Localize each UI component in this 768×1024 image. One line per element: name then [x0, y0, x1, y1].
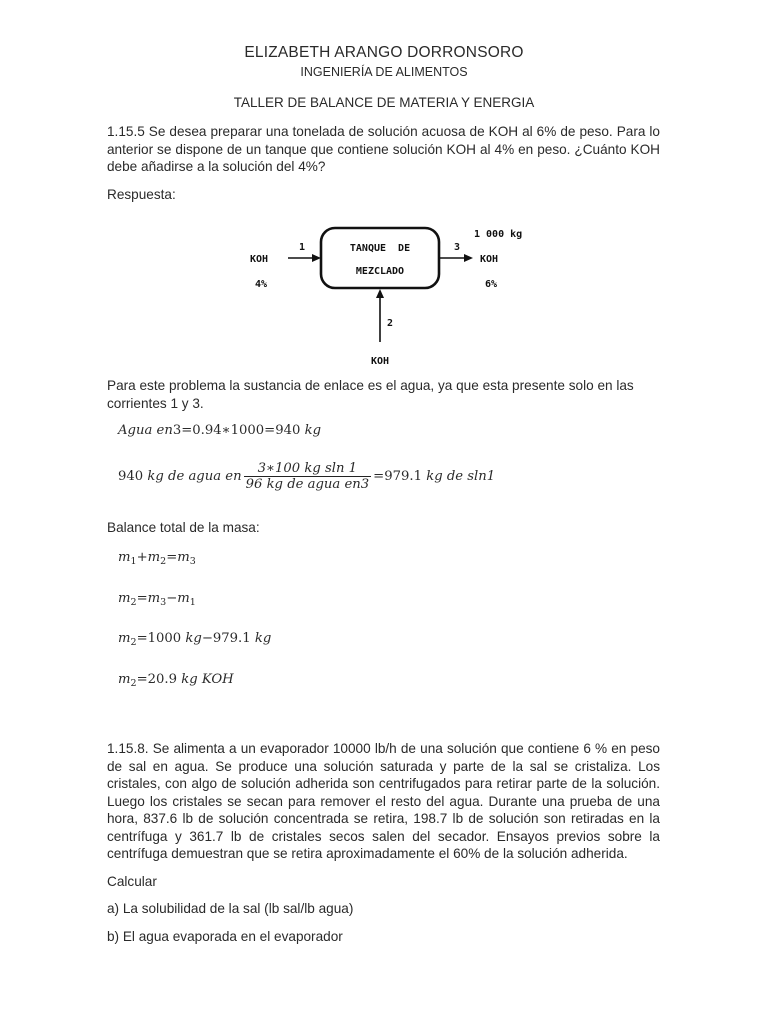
- eq2-water-mass: 940: [118, 469, 144, 484]
- equation-mass-balance: $m_1+m_2=m_3$: [118, 550, 196, 567]
- eq2-equals: =: [373, 469, 385, 484]
- eq1-stream: 3: [172, 423, 182, 438]
- eq1-lhs: Agua en: [118, 423, 173, 438]
- question-b: b) El agua evaporada en el evaporador: [107, 929, 343, 944]
- stream-3-percent: 6%: [485, 279, 498, 290]
- equation-m2-result: $m_2=20.9$ kg KOH: [118, 672, 234, 689]
- stream-3-label: KOH: [480, 254, 499, 265]
- eq1-unit: kg: [304, 423, 322, 438]
- eq2-denominator: 96 kg de agua en3: [245, 477, 370, 492]
- mixing-tank-box: [321, 228, 439, 288]
- mixing-tank-diagram: [240, 220, 540, 370]
- mass-balance-label: Balance total de la masa:: [107, 520, 260, 535]
- problem-1-statement: 1.15.5 Se desea preparar una tonelada de solución acuosa de KOH al 6% de peso. Para lo anterior se dispone de un tanque que contiene solución KOH al 4% en peso. ¿Cuánto KOH debe añadirse a la solución del 4%?: [107, 124, 660, 174]
- linking-substance-text: Para este problema la sustancia de enlace es el agua, ya que esta presente solo en las corrientes 1 y 3.: [107, 378, 634, 411]
- eq2-unit: kg de sln1: [426, 469, 496, 484]
- stream-1-percent: 4%: [255, 279, 268, 290]
- tank-label-line2: MEZCLADO: [355, 266, 405, 277]
- calculate-label: Calcular: [107, 874, 157, 889]
- tank-label-line1: TANQUE DE: [349, 243, 411, 254]
- stream-3-arrowhead: [464, 254, 473, 262]
- stream-1-arrowhead: [312, 254, 321, 262]
- equation-m2-substituted: $m_2=1000$ kg−979.1 kg: [118, 631, 272, 648]
- stream-3-mass: 1 000 kg: [474, 229, 523, 240]
- eq2-fraction: [244, 461, 372, 492]
- answer-label: Respuesta:: [107, 187, 176, 202]
- problem-2-statement: 1.15.8. Se alimenta a un evaporador 10000 lb/h de una solución que contiene 6 % en peso de sal en agua. Se produce una solución saturada y parte de la sal se cristaliza. Los cristales, con algo de solución adherida son centrifugados para retirar parte de la solución. Luego los cristales se secan para remover el resto del agua. Durante una prueba de una hora, 837.6 lb de solución concentrada se retira, 198.7 lb de solución son retiradas en la centrífuga y 361.7 lb de cristales secos salen del secador. Ensayos previos sobre la centrífuga demuestran que se retira aproximadamente el 60% de la solución adherida.: [107, 741, 660, 861]
- stream-1-label: KOH: [250, 254, 269, 265]
- equation-m2-rearranged: $m_2=m_3-m_1$: [118, 591, 196, 608]
- stream-2-label: KOH: [370, 356, 390, 367]
- eq1-equals: =: [181, 423, 193, 438]
- eq1-result: 940: [275, 423, 301, 438]
- eq1-expression: 0.94∗1000: [192, 423, 265, 438]
- stream-2-arrowhead: [376, 289, 384, 298]
- author-name: ELIZABETH ARANGO DORRONSORO: [244, 44, 524, 61]
- program-name: INGENIERÍA DE ALIMENTOS: [300, 65, 468, 79]
- equation-solution-1: [118, 461, 495, 492]
- stream-3-number: 3: [453, 242, 461, 253]
- eq2-numerator: 3∗100 kg sln 1: [244, 461, 372, 477]
- eq1-equals-2: =: [264, 423, 276, 438]
- stream-1-number: 1: [298, 242, 306, 253]
- question-a: a) La solubilidad de la sal (lb sal/lb agua): [107, 901, 354, 916]
- eq2-result: 979.1: [384, 469, 422, 484]
- stream-2-number: 2: [387, 318, 394, 329]
- eq2-lhs-text: kg de agua en: [147, 469, 242, 484]
- equation-water-in-3: [118, 423, 321, 438]
- workshop-title: TALLER DE BALANCE DE MATERIA Y ENERGIA: [233, 95, 535, 110]
